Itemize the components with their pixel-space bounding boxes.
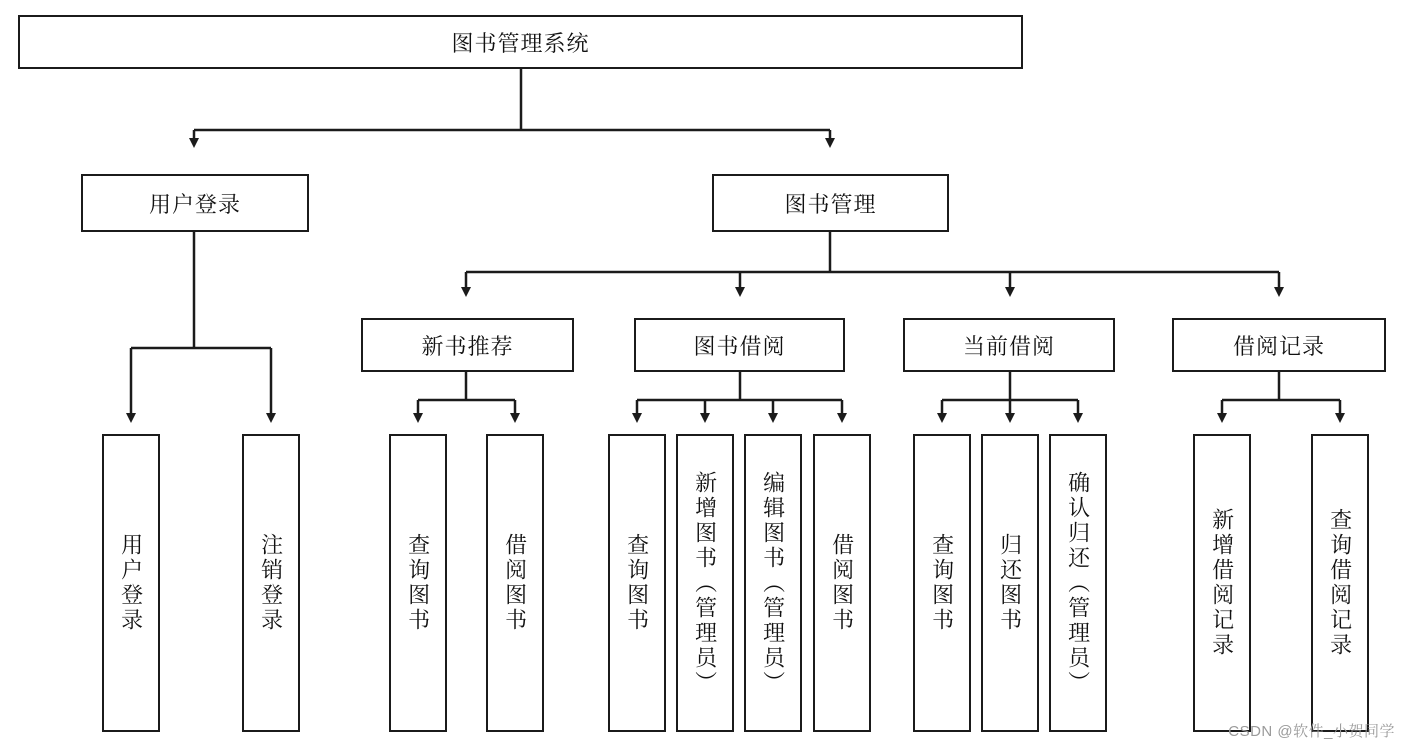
node-leaf-borrow-book-1-label: 借阅图书 bbox=[502, 533, 528, 633]
node-leaf-borrow-book-2[interactable] bbox=[813, 434, 871, 732]
node-root[interactable] bbox=[18, 15, 1023, 69]
node-leaf-query-book-1-label: 查询图书 bbox=[405, 533, 431, 633]
node-leaf-query-record-label: 查询借阅记录 bbox=[1327, 508, 1353, 658]
node-borrow-records[interactable] bbox=[1172, 318, 1386, 372]
node-new-book-recommend-label: 新书推荐 bbox=[421, 333, 514, 359]
node-current-borrow[interactable] bbox=[903, 318, 1115, 372]
node-leaf-query-book-1[interactable] bbox=[389, 434, 447, 732]
node-user-login[interactable] bbox=[81, 174, 309, 232]
node-leaf-edit-book-label: 编辑图书（管理员） bbox=[760, 470, 786, 696]
node-leaf-query-book-3-label: 查询图书 bbox=[929, 533, 955, 633]
node-leaf-user-logout[interactable] bbox=[242, 434, 300, 732]
node-book-borrow[interactable] bbox=[634, 318, 845, 372]
node-new-book-recommend[interactable] bbox=[361, 318, 574, 372]
node-leaf-user-login[interactable] bbox=[102, 434, 160, 732]
node-borrow-records-label: 借阅记录 bbox=[1232, 333, 1325, 359]
watermark: CSDN @软件_小贺同学 bbox=[1228, 723, 1395, 740]
node-user-login-label: 用户登录 bbox=[148, 191, 241, 217]
node-leaf-borrow-book-1[interactable] bbox=[486, 434, 544, 732]
node-root-label: 图书管理系统 bbox=[451, 30, 590, 56]
node-leaf-query-book-3[interactable] bbox=[913, 434, 971, 732]
node-leaf-query-record[interactable] bbox=[1311, 434, 1369, 732]
node-book-borrow-label: 图书借阅 bbox=[693, 333, 786, 359]
node-leaf-confirm-return[interactable] bbox=[1049, 434, 1107, 732]
node-leaf-edit-book[interactable] bbox=[744, 434, 802, 732]
node-leaf-confirm-return-label: 确认归还（管理员） bbox=[1065, 470, 1091, 696]
node-leaf-return-book-label: 归还图书 bbox=[997, 533, 1023, 633]
node-leaf-add-book[interactable] bbox=[676, 434, 734, 732]
node-leaf-query-book-2-label: 查询图书 bbox=[624, 533, 650, 633]
node-book-management-label: 图书管理 bbox=[784, 191, 877, 217]
node-leaf-borrow-book-2-label: 借阅图书 bbox=[829, 533, 855, 633]
node-leaf-add-book-label: 新增图书（管理员） bbox=[692, 470, 718, 696]
node-leaf-add-record[interactable] bbox=[1193, 434, 1251, 732]
node-leaf-return-book[interactable] bbox=[981, 434, 1039, 732]
node-leaf-add-record-label: 新增借阅记录 bbox=[1209, 508, 1235, 658]
node-book-management[interactable] bbox=[712, 174, 949, 232]
node-leaf-user-login-label: 用户登录 bbox=[118, 533, 144, 633]
node-current-borrow-label: 当前借阅 bbox=[962, 333, 1055, 359]
node-leaf-user-logout-label: 注销登录 bbox=[258, 533, 284, 633]
node-leaf-query-book-2[interactable] bbox=[608, 434, 666, 732]
